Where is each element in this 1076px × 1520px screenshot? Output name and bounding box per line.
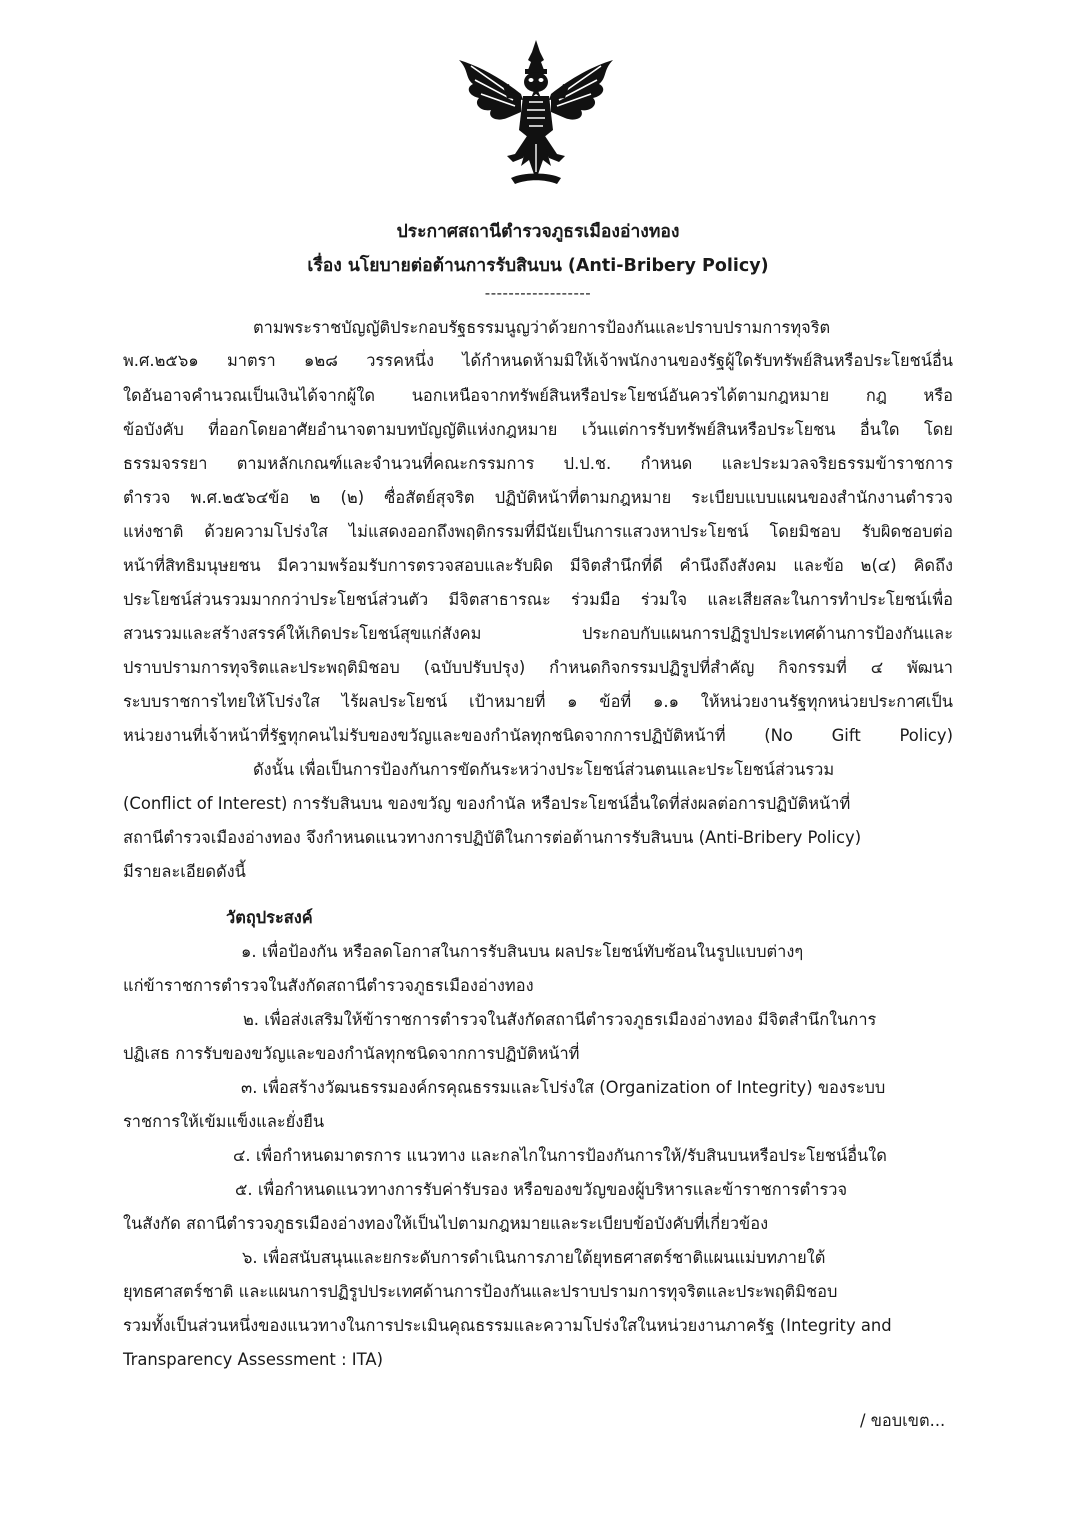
intro-line: ตำรวจ พ.ศ.๒๕๖๔ข้อ ๒ (๒) ซื่อสัตย์สุจริต ปฏิบัติหน้าที่ตามกฎหมาย ระเบียบแบบแผนของสำนักงานตำรวจ [123, 488, 953, 507]
objective-line: ยุทธศาสตร์ชาติ และแผนการปฏิรูปประเทศด้านการป้องกันและปราบปรามการทุจริตและประพฤติมิชอบ [123, 1282, 838, 1301]
intro-line: แห่งชาติ ด้วยความโปร่งใส ไม่แสดงออกถึงพฤติกรรมที่มีนัยเป็นการแสวงหาประโยชน์ โดยมิชอบ รับผิดชอบต่อ [123, 522, 953, 541]
objective-line: ในสังกัด สถานีตำรวจภูธรเมืองอ่างทองให้เป็นไปตามกฎหมายและระเบียบข้อบังคับที่เกี่ยวข้อง [123, 1214, 769, 1233]
objective-line: ราชการให้เข้มแข็งและยั่งยืน [123, 1112, 325, 1131]
intro-line: ข้อบังคับ ที่ออกโดยอาศัยอำนาจตามบทบัญญัติแห่งกฎหมาย เว้นแต่การรับทรัพย์สินหรือประโยชน อื่นใด โดย [123, 420, 953, 439]
therefore-line: มีรายละเอียดดังนี้ [123, 862, 246, 881]
title-separator: ------------------ [484, 284, 592, 302]
objectives-heading: วัตถุประสงค์ [226, 908, 313, 927]
intro-line: ใดอันอาจคำนวณเป็นเงินได้จากผู้ใด นอกเหนือจากทรัพย์สินหรือประโยชน์อันควรได้ตามกฎหมาย กฎ หรือ [123, 386, 953, 405]
objective-line: ๔. เพื่อกำหนดมาตรการ แนวทาง และกลไกในการป้องกันการให้/รับสินบนหรือประโยชน์อื่นใด [233, 1146, 887, 1165]
therefore-line: สถานีตำรวจเมืองอ่างทอง จึงกำหนดแนวทางการปฏิบัติในการต่อต้านการรับสินบน (Anti-Bribery Policy) [123, 828, 862, 847]
objective-line: ๓. เพื่อสร้างวัฒนธรรมองค์กรคุณธรรมและโปร่งใส (Organization of Integrity) ของระบบ [241, 1078, 886, 1097]
therefore-line: ดังนั้น เพื่อเป็นการป้องกันการขัดกันระหว่างประโยชน์ส่วนตนและประโยชน์ส่วนรวม [253, 760, 835, 779]
intro-line: ธรรมจรรยา ตามหลักเกณฑ์และจำนวนที่คณะกรรมการ ป.ป.ช. กำหนด และประมวลจริยธรรมข้าราชการ [123, 454, 953, 473]
therefore-line: (Conflict of Interest) การรับสินบน ของขวัญ ของกำนัล หรือประโยชน์อื่นใดที่ส่งผลต่อการปฏิบัติหน้าที่ [123, 794, 851, 813]
garuda-emblem [451, 38, 621, 188]
objective-line: ปฏิเสธ การรับของขวัญและของกำนัลทุกชนิดจากการปฏิบัติหน้าที่ [123, 1044, 580, 1063]
objective-line: ๖. เพื่อสนับสนุนและยกระดับการดำเนินการภายใต้ยุทธศาสตร์ชาติแผนแม่บทภายใต้ [242, 1248, 826, 1267]
continuation-marker: / ขอบเขต... [860, 1411, 946, 1430]
objective-line: รวมทั้งเป็นส่วนหนึ่งของแนวทางในการประเมินคุณธรรมและความโปร่งใสในหน่วยงานภาครัฐ (Integrity and [123, 1316, 892, 1335]
objective-line: แก่ข้าราชการตำรวจในสังกัดสถานีตำรวจภูธรเมืองอ่างทอง [123, 976, 534, 995]
intro-line: ปราบปรามการทุจริตและประพฤติมิชอบ (ฉบับปรับปรุง) กำหนดกิจกรรมปฏิรูปที่สำคัญ กิจกรรมที่ ๔ พัฒนา [123, 658, 953, 677]
intro-line: ระบบราชการไทยให้โปร่งใส ไร้ผลประโยชน์ เป้าหมายที่ ๑ ข้อที่ ๑.๑ ให้หน่วยงานรัฐทุกหน่วยประกาศเป็น [123, 692, 953, 711]
intro-line: พ.ศ.๒๕๖๑ มาตรา ๑๒๘ วรรคหนึ่ง ได้กำหนดห้ามมิให้เจ้าพนักงานของรัฐผู้ใดรับทรัพย์สินหรือประโยชน์อื่น [123, 351, 953, 370]
intro-line: สวนรวมและสร้างสรรค์ให้เกิดประโยชน์สุขแก่สังคม ประกอบกับแผนการปฏิรูปประเทศด้านการป้องกันและ [123, 624, 953, 643]
announcement-subject: เรื่อง นโยบายต่อต้านการรับสินบน (Anti-Bribery Policy) [307, 256, 769, 276]
objective-line: ๒. เพื่อส่งเสริมให้ข้าราชการตำรวจในสังกัดสถานีตำรวจภูธรเมืองอ่างทอง มีจิตสำนึกในการ [243, 1010, 877, 1029]
objective-line: Transparency Assessment : ITA) [123, 1350, 383, 1369]
intro-line: หน้าที่สิทธิมนุษยชน มีความพร้อมรับการตรวจสอบและรับผิด มีจิตสำนึกที่ดี คำนึงถึงสังคม และข้อ ๒(๔) คิดถึง [123, 556, 953, 575]
announcement-title: ประกาศสถานีตำรวจภูธรเมืองอ่างทอง [396, 222, 680, 242]
objective-line: ๑. เพื่อป้องกัน หรือลดโอกาสในการรับสินบน ผลประโยชน์ทับซ้อนในรูปแบบต่างๆ [241, 942, 804, 961]
intro-line: ประโยชน์ส่วนรวมมากกว่าประโยชน์ส่วนตัว มีจิตสาธารณะ ร่วมมือ ร่วมใจ และเสียสละในการทำประโยชน์เพื่อ [123, 590, 953, 609]
objective-line: ๕. เพื่อกำหนดแนวทางการรับค่ารับรอง หรือของขวัญของผู้บริหารและข้าราชการตำรวจ [235, 1180, 848, 1199]
intro-line: ตามพระราชบัญญัติประกอบรัฐธรรมนูญว่าด้วยการป้องกันและปราบปรามการทุจริต [253, 318, 831, 337]
intro-line: หน่วยงานที่เจ้าหน้าที่รัฐทุกคนไม่รับของขวัญและของกำนัลทุกชนิดจากการปฏิบัติหน้าที่ (No Gift Policy) [123, 726, 953, 745]
